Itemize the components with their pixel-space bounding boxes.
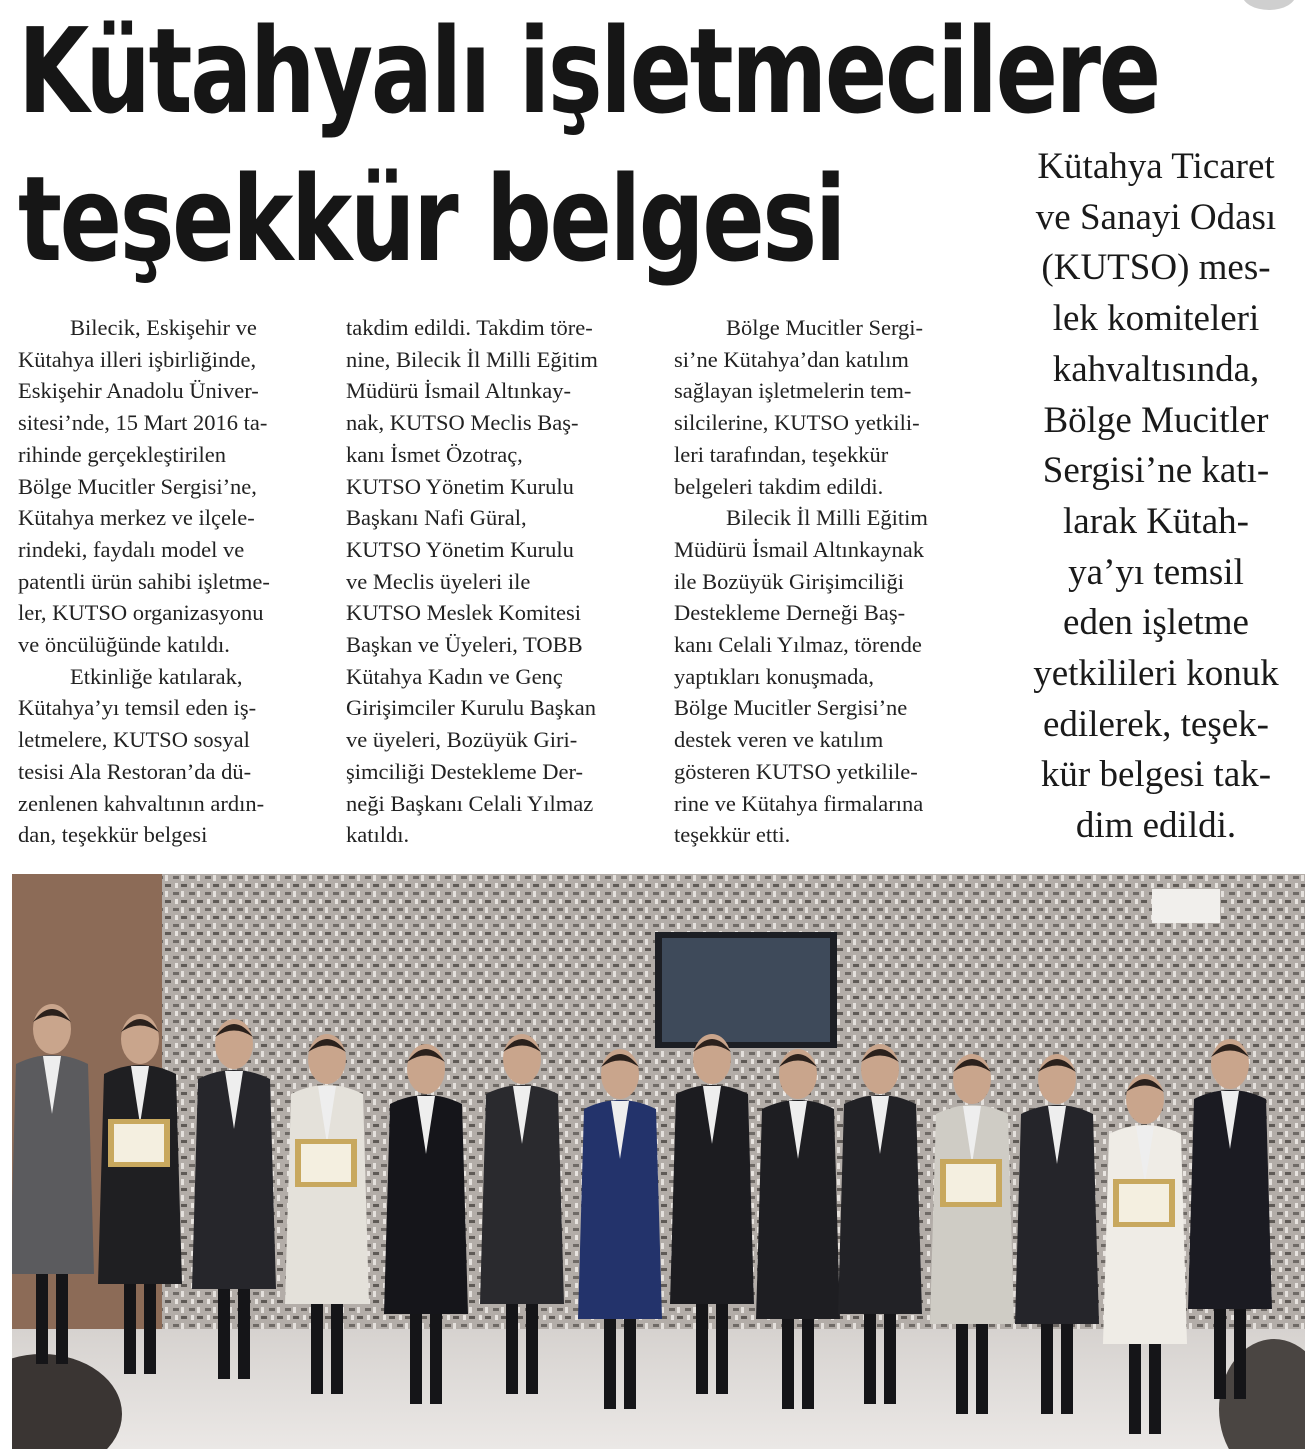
text-line: rine ve Kütahya firmalarına [674,790,924,816]
pull-quote [1004,142,1308,852]
text-line: neği Başkanı Celali Yılmaz [346,790,594,816]
paragraph [674,502,974,851]
floor [12,1329,1305,1449]
text-line: Girişimciler Kurulu Başkan [346,695,596,721]
text-line: Bölge Mucitler Sergi- [726,315,924,340]
group-photo [12,874,1305,1449]
text-line: yaptıkları konuşmada, [674,663,874,689]
text-line: Kütahya Kadın ve Genç [346,663,563,689]
pull-quote-line: ya’yı temsil [1068,551,1244,593]
article-column-1 [18,312,318,851]
text-line: Başkanı Nafi Güral, [346,505,527,531]
paragraph [674,312,974,502]
pull-quote-line: yetkilileri konuk [1033,653,1279,695]
text-line: sağlayan işletmelerin tem- [674,378,912,404]
text-line: Bilecik, Eskişehir ve [70,315,257,340]
text-line: Eskişehir Anadolu Üniver- [18,378,259,404]
text-line: Bölge Mucitler Sergisi’ne, [18,473,257,499]
text-line: rihinde gerçekleştirilen [18,441,227,467]
text-line: Başkan ve Üyeleri, TOBB [346,632,583,658]
pull-quote-line: larak Kütah- [1063,500,1249,542]
pull-quote-line: Bölge Mucitler [1043,399,1269,441]
text-line: tesisi Ala Restoran’da dü- [18,758,252,784]
text-line: Etkinliğe katılarak, [70,663,243,689]
text-line: dan, teşekkür belgesi [18,822,208,848]
text-line: KUTSO Yönetim Kurulu [346,473,574,499]
group-photo-illustration [12,874,1305,1449]
text-line: Destekleme Derneği Baş- [674,600,906,626]
pull-quote-line: dim edildi. [1075,805,1237,847]
text-line: si’ne Kütahya’dan katılım [674,346,909,372]
paragraph [18,312,318,661]
wall-panel [1152,889,1220,923]
text-line: ler, KUTSO organizasyonu [18,600,264,626]
text-line: ve öncülüğünde katıldı. [18,632,230,658]
text-line: KUTSO Meslek Komitesi [346,600,581,626]
text-line: leri tarafından, teşekkür [674,441,889,467]
text-line: sitesi’nde, 15 Mart 2016 ta- [18,410,268,436]
text-line: Müdürü İsmail Altınkaynak [674,536,924,562]
text-line: belgeleri takdim edildi. [674,473,884,499]
text-line: patentli ürün sahibi işletme- [18,568,270,594]
pull-quote-line: kahvaltısında, [1052,348,1260,390]
text-line: takdim edildi. Takdim töre- [346,315,593,340]
text-line: şimciliği Destekleme Der- [346,758,583,784]
text-line: gösteren KUTSO yetkilile- [674,758,918,784]
text-line: silcilerine, KUTSO yetkili- [674,410,920,436]
pull-quote-line: lek komiteleri [1052,298,1260,340]
text-line: Kütahya’yı temsil eden iş- [18,695,257,721]
text-line: kanı Celali Yılmaz, törende [674,632,922,658]
pull-quote-line: Sergisi’ne katı- [1042,450,1270,492]
text-line: Bölge Mucitler Sergisi’ne [674,695,908,721]
headline-line-2: teşekkür belgesi [18,150,845,288]
article-column-2 [346,312,646,851]
pull-quote-line: ve Sanayi Odası [1035,196,1277,238]
text-line: rindeki, faydalı model ve [18,536,245,562]
text-line: zenlenen kahvaltının ardın- [18,790,265,816]
text-line: katıldı. [346,822,410,848]
text-line: letmelere, KUTSO sosyal [18,727,250,753]
pull-quote-line: (KUTSO) mes- [1041,247,1271,289]
text-line: ve Meclis üyeleri ile [346,568,531,594]
text-line: ile Bozüyük Girişimciliği [674,568,904,594]
headline-line-1: Kütahyalı işletmecilere [18,2,1159,140]
text-line: nine, Bilecik İl Milli Eğitim [346,346,598,372]
text-line: Kütahya merkez ve ilçele- [18,505,255,531]
pull-quote-line: kür belgesi tak- [1040,754,1272,796]
page-corner-mark [1242,0,1296,10]
text-line: KUTSO Yönetim Kurulu [346,536,574,562]
text-line: Müdürü İsmail Altınkay- [346,378,571,404]
text-line: kanı İsmet Özotraç, [346,441,523,467]
paragraph [18,661,318,851]
text-line: teşekkür etti. [674,822,791,848]
paragraph [346,312,646,851]
text-line: nak, KUTSO Meclis Baş- [346,410,579,436]
pull-quote-line: eden işletme [1063,602,1249,644]
text-line: Bilecik İl Milli Eğitim [726,505,928,531]
text-line: ve üyeleri, Bozüyük Giri- [346,727,578,753]
pull-quote-line: Kütahya Ticaret [1037,146,1275,187]
pull-quote-line: edilerek, teşek- [1043,703,1269,745]
article-column-3 [674,312,974,851]
text-line: Kütahya illeri işbirliğinde, [18,346,257,372]
text-line: destek veren ve katılım [674,727,884,753]
